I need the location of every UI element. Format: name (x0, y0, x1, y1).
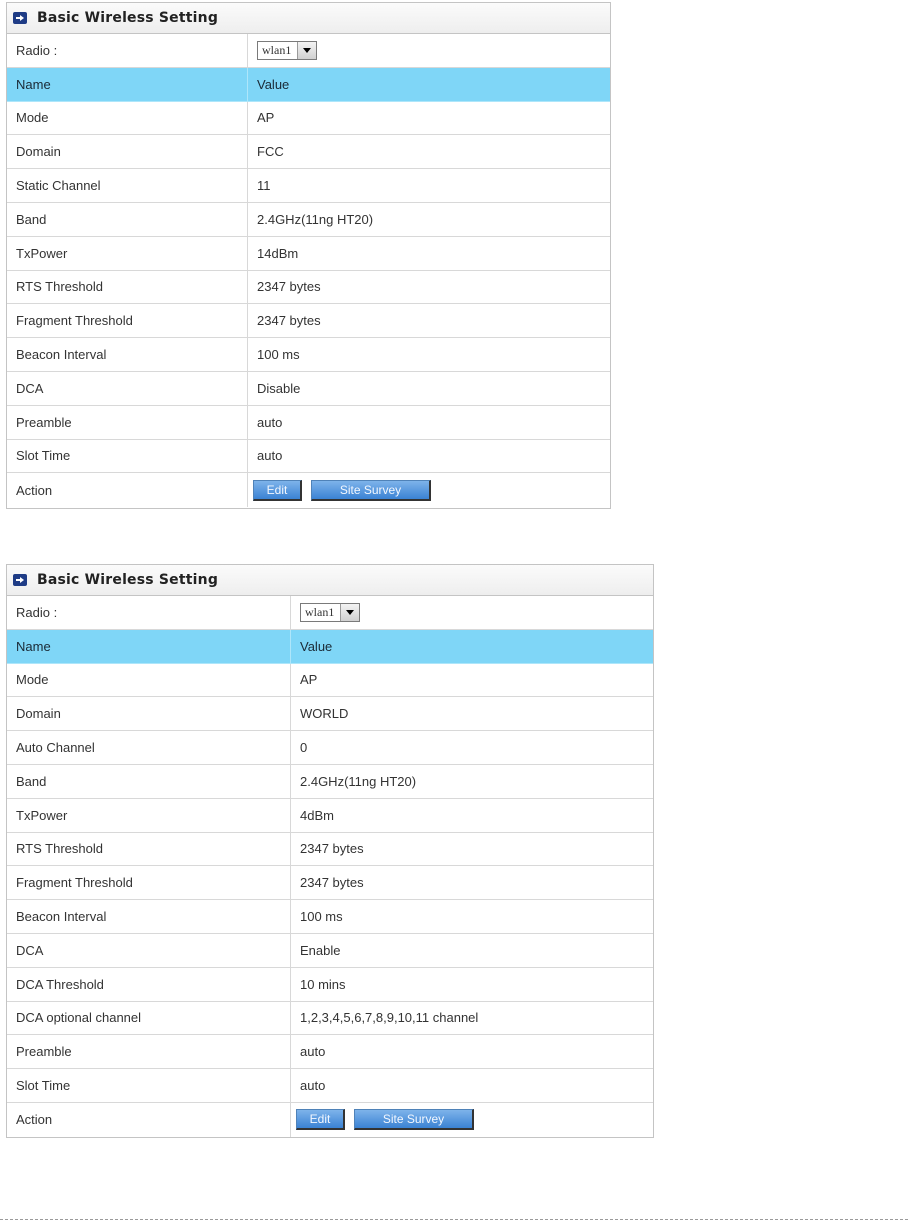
basic-wireless-setting-panel-1 (6, 2, 611, 509)
radio-cell (291, 596, 360, 629)
setting-name: Mode (7, 102, 248, 135)
table-row (7, 271, 610, 305)
setting-value: 2347 bytes (300, 875, 364, 891)
setting-name: Slot Time (7, 440, 248, 473)
setting-name: Static Channel (7, 169, 248, 202)
action-cell (248, 473, 440, 507)
dropdown-arrow-icon[interactable] (341, 604, 359, 621)
table-row (7, 1069, 653, 1103)
setting-value: 100 ms (300, 909, 343, 925)
table-row (7, 731, 653, 765)
setting-value: auto (257, 448, 283, 464)
column-header-value: Value (300, 638, 333, 654)
basic-wireless-setting-panel-2 (6, 564, 654, 1138)
setting-name: DCA (7, 372, 248, 405)
setting-value: 2347 bytes (300, 841, 364, 857)
table-row (7, 799, 653, 833)
setting-value: auto (300, 1078, 326, 1094)
site-survey-button[interactable]: Site Survey (311, 480, 431, 501)
table-row (7, 664, 653, 698)
setting-value: 11 (257, 178, 271, 194)
radio-select-value: wlan1 (301, 604, 341, 621)
arrow-right-icon (13, 12, 27, 24)
table-row (7, 338, 610, 372)
setting-name: Fragment Threshold (7, 866, 291, 899)
table-row (7, 372, 610, 406)
setting-value: 14dBm (257, 245, 299, 261)
setting-name: Mode (7, 664, 291, 697)
table-row (7, 866, 653, 900)
action-cell (291, 1103, 483, 1137)
table-row (7, 934, 653, 968)
radio-select[interactable] (300, 603, 360, 622)
radio-select[interactable] (257, 41, 317, 60)
setting-name: TxPower (7, 237, 248, 270)
table-row (7, 304, 610, 338)
table-header-row (7, 68, 610, 102)
radio-label: Radio : (7, 596, 291, 629)
setting-value: 2347 bytes (257, 313, 321, 329)
setting-name: TxPower (7, 799, 291, 832)
setting-value: 100 ms (257, 347, 300, 363)
setting-name: Slot Time (7, 1069, 291, 1102)
table-header-row (7, 630, 653, 664)
dropdown-arrow-icon[interactable] (298, 42, 316, 59)
radio-label: Radio : (7, 34, 248, 67)
table-row (7, 102, 610, 136)
setting-name: Fragment Threshold (7, 304, 248, 337)
setting-name: RTS Threshold (7, 833, 291, 866)
setting-value: AP (300, 672, 318, 688)
setting-value: 10 mins (300, 976, 346, 992)
setting-value: 1,2,3,4,5,6,7,8,9,10,11 channel (300, 1010, 479, 1026)
table-row (7, 440, 610, 474)
panel-header (7, 565, 653, 596)
table-row (7, 203, 610, 237)
setting-name: Auto Channel (7, 731, 291, 764)
setting-value: 2347 bytes (257, 279, 321, 295)
setting-value: auto (300, 1044, 326, 1060)
table-row (7, 135, 610, 169)
setting-name: Domain (7, 135, 248, 168)
table-row (7, 765, 653, 799)
setting-value: 2.4GHz(11ng HT20) (300, 773, 417, 789)
table-row (7, 968, 653, 1002)
edit-button[interactable]: Edit (296, 1109, 345, 1130)
table-row (7, 1002, 653, 1036)
action-label: Action (7, 1103, 291, 1137)
setting-value: Disable (257, 380, 301, 396)
edit-button[interactable]: Edit (253, 480, 302, 501)
column-header-name: Name (7, 630, 291, 663)
panel-header (7, 3, 610, 34)
setting-name: DCA Threshold (7, 968, 291, 1001)
setting-name: Preamble (7, 406, 248, 439)
site-survey-button[interactable]: Site Survey (354, 1109, 474, 1130)
table-row (7, 1035, 653, 1069)
action-row (7, 473, 610, 507)
table-row (7, 406, 610, 440)
setting-name: Band (7, 765, 291, 798)
setting-value: AP (257, 110, 275, 126)
column-header-value: Value (257, 76, 290, 92)
radio-row (7, 596, 653, 630)
setting-name: Preamble (7, 1035, 291, 1068)
radio-select-value: wlan1 (258, 42, 298, 59)
action-row (7, 1103, 653, 1137)
setting-name: DCA optional channel (7, 1002, 291, 1035)
setting-name: Domain (7, 697, 291, 730)
setting-value: auto (257, 414, 283, 430)
table-row (7, 237, 610, 271)
radio-row (7, 34, 610, 68)
panel-title: Basic Wireless Setting (37, 10, 219, 26)
setting-name: Band (7, 203, 248, 236)
action-label: Action (7, 473, 248, 507)
setting-value: 0 (300, 740, 308, 756)
arrow-right-icon (13, 574, 27, 586)
setting-value: 4dBm (300, 807, 334, 823)
setting-value: FCC (257, 144, 284, 160)
setting-value: Enable (300, 942, 341, 958)
setting-value: WORLD (300, 706, 349, 722)
setting-name: Beacon Interval (7, 338, 248, 371)
table-row (7, 833, 653, 867)
table-row (7, 169, 610, 203)
table-row (7, 697, 653, 731)
column-header-name: Name (7, 68, 248, 101)
table-row (7, 900, 653, 934)
setting-name: RTS Threshold (7, 271, 248, 304)
setting-value: 2.4GHz(11ng HT20) (257, 211, 374, 227)
setting-name: DCA (7, 934, 291, 967)
radio-cell (248, 34, 317, 67)
page-divider (0, 1219, 908, 1220)
panel-title: Basic Wireless Setting (37, 572, 219, 588)
setting-name: Beacon Interval (7, 900, 291, 933)
